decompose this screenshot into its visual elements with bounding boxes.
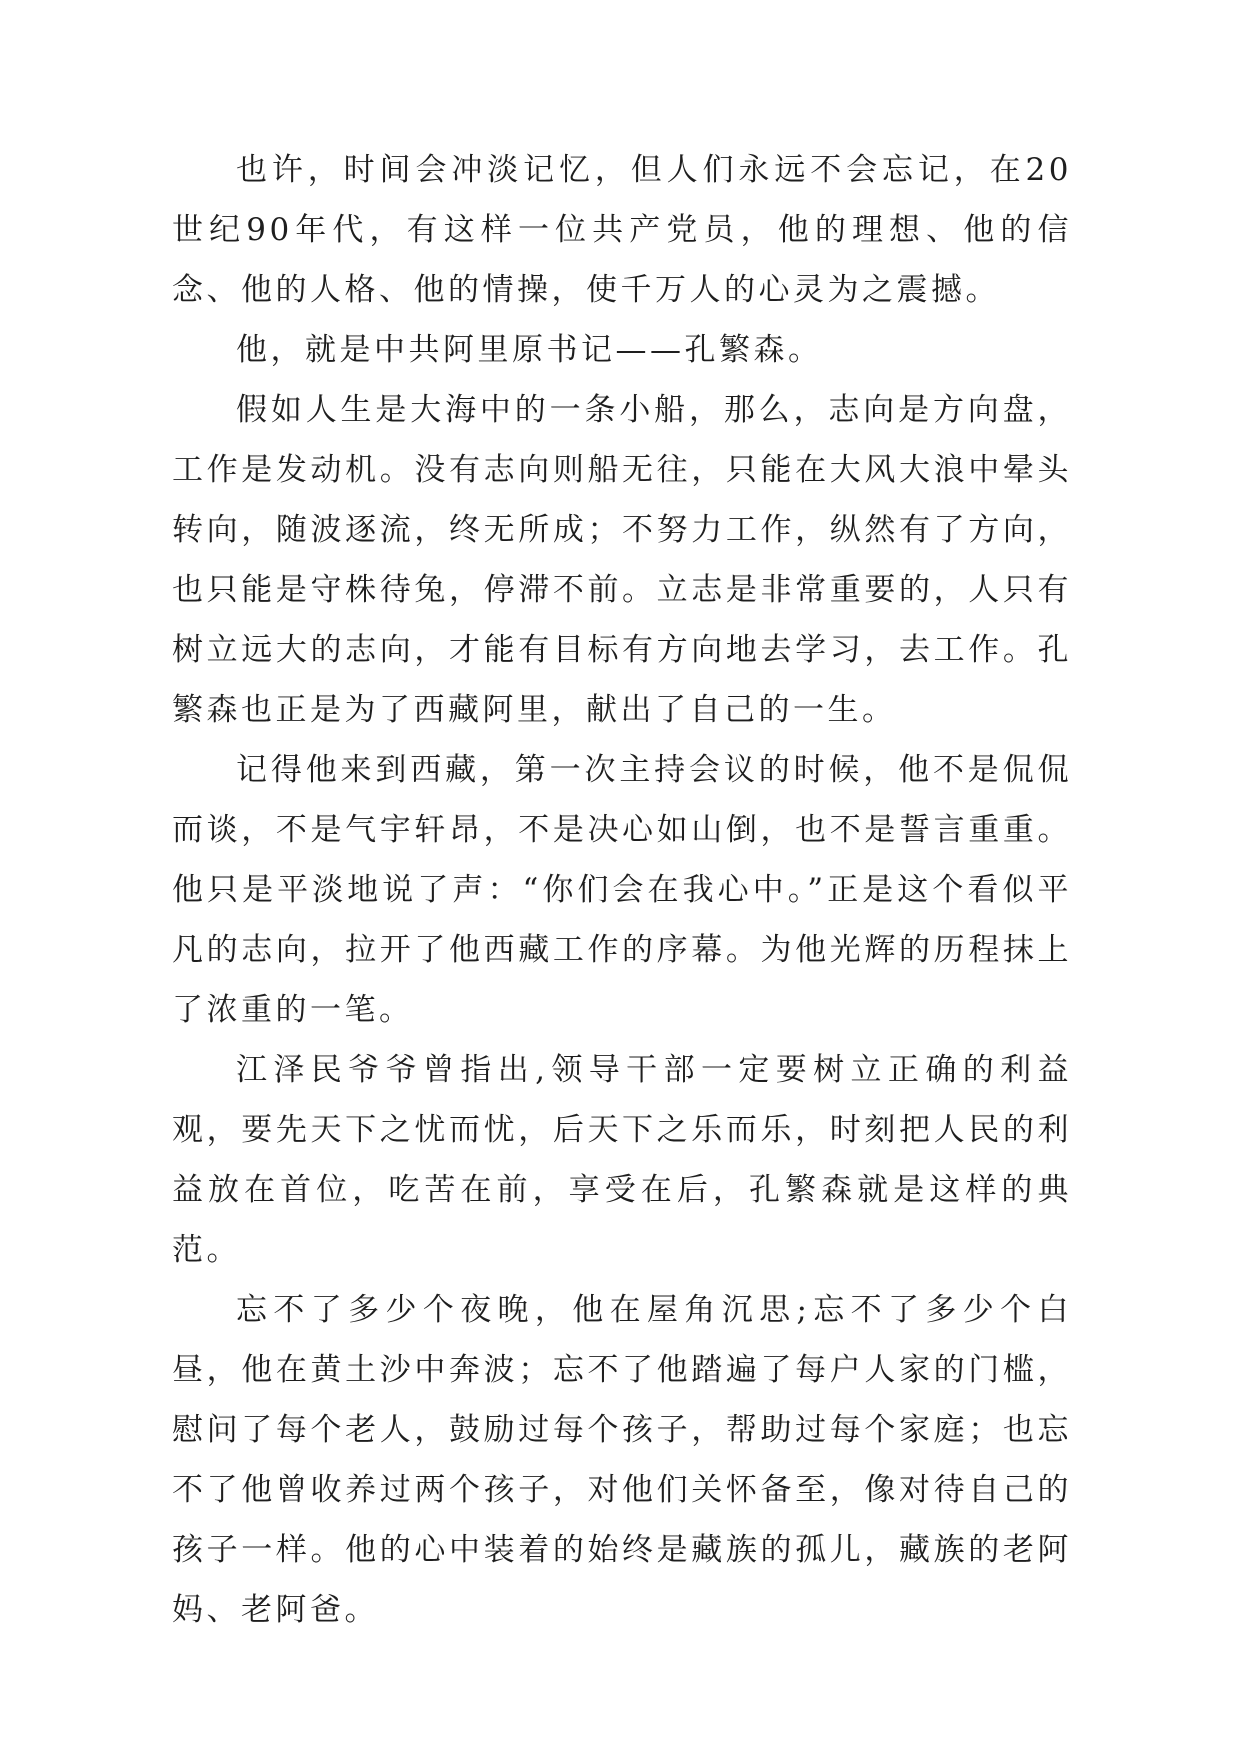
paragraph-4: 记得他来到西藏，第一次主持会议的时候，他不是侃侃而谈，不是气宇轩昂，不是决心如山倒，也不是誓言重重。他只是平淡地说了声：“你们会在我心中。”正是这个看似平凡的志向，拉开了他西藏工作的序幕。为他光辉的历程抹上了浓重的一笔。 [172,752,1072,1028]
paragraph-2: 他，就是中共阿里原书记——孔繁森。 [236,332,823,368]
paragraph-3: 假如人生是大海中的一条小船，那么，志向是方向盘，工作是发动机。没有志向则船无往，只能在大风大浪中晕头转向，随波逐流，终无所成；不努力工作，纵然有了方向，也只能是守株待兔，停滞不前。立志是非常重要的，人只有树立远大的志向，才能有目标有方向地去学习，去工作。孔繁森也正是为了西藏阿里，献出了自己的一生。 [172,392,1072,728]
paragraph-1: 也许，时间会冲淡记忆，但人们永远不会忘记，在20世纪90年代，有这样一位共产党员，他的理想、他的信念、他的人格、他的情操，使千万人的心灵为之震撼。 [172,152,1072,308]
document-body [172,140,1072,1640]
paragraph-6: 忘不了多少个夜晚，他在屋角沉思;忘不了多少个白昼，他在黄土沙中奔波；忘不了他踏遍了每户人家的门槛，慰问了每个老人，鼓励过每个孩子，帮助过每个家庭；也忘不了他曾收养过两个孩子，对他们关怀备至，像对待自己的孩子一样。他的心中装着的始终是藏族的孤儿，藏族的老阿妈、老阿爸。 [172,1292,1072,1628]
paragraph-5: 江泽民爷爷曾指出,领导干部一定要树立正确的利益观，要先天下之忧而忧，后天下之乐而乐，时刻把人民的利益放在首位，吃苦在前，享受在后，孔繁森就是这样的典范。 [172,1052,1072,1268]
